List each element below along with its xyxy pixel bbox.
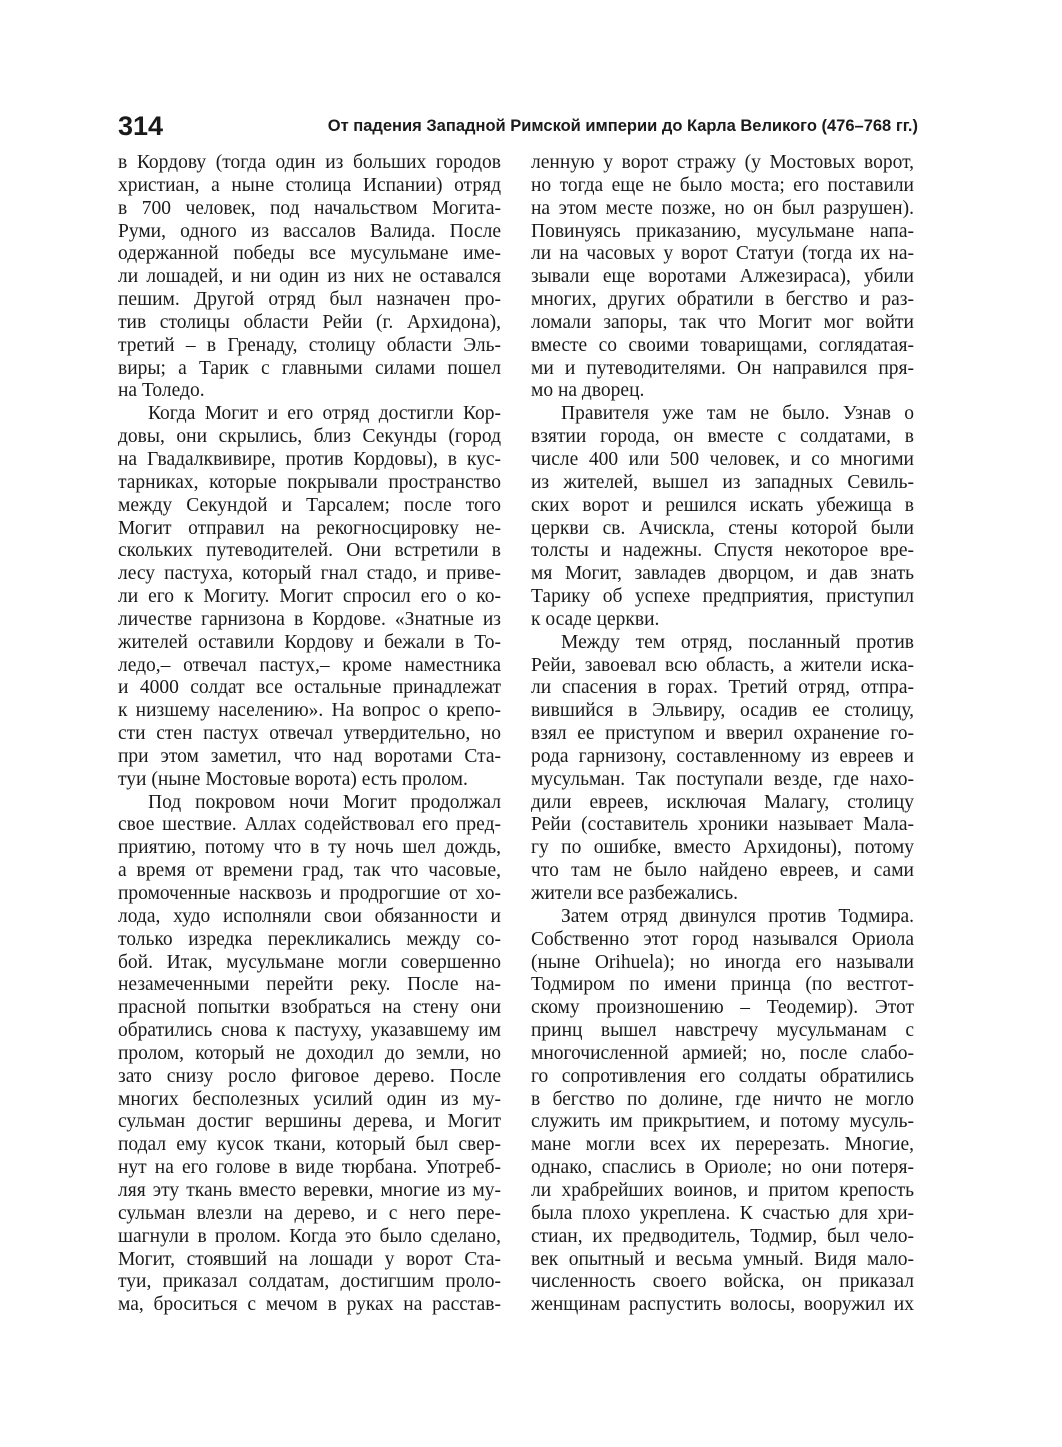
text-line: Когда Могит и его отряд достигли Кор- — [148, 403, 501, 425]
text-line: многочисленной армией; но, после слабо- — [531, 1042, 914, 1064]
text-line: служить им прикрытием, и потому мусуль- — [531, 1111, 914, 1133]
text-line: ских ворот и решился искать убежища в — [531, 494, 914, 516]
text-line: ли на часовых у ворот Статуи (тогда их на- — [531, 243, 914, 265]
text-line: вместе со своими товарищами, соглядатая- — [531, 334, 914, 356]
text-line: Правителя уже там не было. Узнав о — [561, 403, 914, 425]
text-line: что там не было найдено евреев, и сами — [531, 860, 914, 882]
text-line: взятии города, он вместе с солдатами, в — [531, 426, 914, 448]
text-line: пролом, который не доходил до земли, но — [118, 1042, 501, 1064]
text-line: ленную у ворот стражу (у Мостовых ворот, — [531, 152, 914, 173]
page-number: 314 — [118, 111, 164, 141]
text-line: стиан, их предводитель, Тодмир, был чело- — [531, 1225, 914, 1247]
text-line: принц вышел навстречу мусульманам с — [531, 1020, 914, 1042]
text-line: бой. Итак, мусульмане могли совершенно — [118, 951, 501, 973]
text-line: одержанной победы все мусульмане име- — [118, 243, 501, 265]
text-line: к низшему населению». На вопрос о крепо- — [118, 700, 501, 722]
text-line: Руми, одного из вассалов Валида. После — [118, 220, 501, 242]
text-line: женщинам распустить волосы, вооружил их — [531, 1294, 914, 1316]
text-line: прасной попытки взобраться на стену они — [118, 997, 501, 1019]
text-line: многих, других обратили в бегство и раз- — [531, 289, 914, 311]
text-line: в бегство по долине, где ничто не могло — [531, 1088, 914, 1110]
text-line: тив столицы области Рейи (г. Архидона), — [118, 311, 501, 333]
text-line: третий – в Гренаду, столицу области Эль- — [118, 334, 501, 356]
text-line: сульман достиг вершины дерева, и Могит — [118, 1111, 501, 1133]
text-line: численность своего войска, он приказал — [531, 1271, 914, 1293]
text-column-left — [118, 152, 501, 1317]
text-line: дили евреев, исключая Малагу, столицу — [531, 791, 914, 813]
text-line: в Кордову (тогда один из больших городов — [118, 152, 501, 173]
text-line: промоченные насквозь и продрогшие от хо- — [118, 883, 501, 904]
text-line: зато снизу росло фиговое дерево. После — [118, 1065, 501, 1087]
text-line: ледо,– отвечал пастух,– кроме наместника — [118, 654, 501, 676]
text-column-right — [531, 152, 914, 1317]
text-line: Тарику об успехе предприятия, приступил — [531, 586, 914, 608]
text-line: скому произношению – Теодемир). Этот — [531, 997, 914, 1019]
text-line: личестве гарнизона в Кордове. «Знатные из — [118, 608, 501, 630]
text-line: мо на дворец. — [531, 380, 645, 402]
text-line: туи (ныне Мостовые ворота) есть пролом. — [118, 768, 468, 790]
text-line: вившийся в Эльвиру, осадив ее столицу, — [531, 700, 914, 722]
text-line: ли храбрейших воинов, и притом крепость — [531, 1179, 914, 1201]
text-line: при этом заметил, что над воротами Ста- — [118, 745, 501, 767]
text-line: нут на его голове в виде тюрбана. Употреб- — [118, 1157, 501, 1179]
text-line: была плохо укреплена. К счастью для хри- — [531, 1202, 914, 1224]
text-line: го сопротивления его солдаты обратились — [531, 1065, 914, 1087]
text-line: Могит, стоявший на лошади у ворот Ста- — [118, 1248, 501, 1270]
text-line: лесу пастуха, который гнал стадо, и приве- — [118, 563, 501, 585]
text-line: лода, худо исполняли свои обязанности и — [118, 905, 501, 927]
text-line: церкви св. Ачискла, стены которой были — [531, 517, 914, 539]
text-line: взял ее приступом и вверил охранение го- — [531, 723, 914, 745]
text-line: тарниках, которые покрывали пространство — [118, 471, 501, 493]
text-line: но тогда еще не было моста; его поставили — [531, 174, 914, 196]
text-line: ли его к Могиту. Могит спросил его о ко- — [118, 586, 501, 608]
text-line: на Гвадалквивире, против Кордовы), в кус- — [118, 448, 501, 470]
text-line: мане могли всех их перерезать. Многие, — [531, 1134, 914, 1156]
text-line: на Толедо. — [118, 380, 205, 402]
text-line: скольких путеводителей. Они встретили в — [118, 540, 501, 562]
text-line: сти стен пастух отвечал утвердительно, но — [118, 723, 501, 745]
text-line: мя Могит, завладев дворцом, и дав знать — [531, 563, 914, 585]
text-line: а время от времени град, так что часовые, — [118, 860, 501, 882]
text-line: обратились снова к пастуху, указавшему им — [118, 1020, 501, 1042]
text-line: Могит отправил на рекогносцировку не- — [118, 517, 501, 539]
text-line: Собственно этот город назывался Ориола — [531, 928, 914, 950]
text-line: Рейи (составитель хроники называет Мала- — [531, 814, 914, 836]
text-line: виры; а Тарик с главными силами пошел — [118, 357, 501, 379]
text-line: шагнули в пролом. Когда это было сделано, — [118, 1225, 501, 1247]
text-line: довы, они скрылись, близ Секунды (город — [118, 426, 501, 448]
running-title: От падения Западной Римской империи до Карла Великого (476–768 гг.) — [327, 117, 918, 135]
text-line: числе 400 или 500 человек, и со многими — [531, 448, 914, 470]
text-line: к осаде церкви. — [531, 608, 660, 630]
text-line: в 700 человек, под начальством Могита- — [118, 197, 501, 219]
text-line: ломали запоры, так что Могит мог войти — [531, 311, 914, 333]
text-line: Между тем отряд, посланный против — [561, 631, 914, 653]
text-line: на этом месте позже, но он был разрушен). — [531, 197, 914, 219]
text-line: мусульман. Так поступали везде, где нахо- — [531, 768, 914, 790]
text-line: христиан, а ныне столица Испании) отряд — [118, 174, 501, 196]
text-line: туи, приказал солдатам, достигшим проло- — [118, 1271, 501, 1293]
text-line: сульман влезли на дерево, и с него пере- — [118, 1202, 501, 1224]
text-line: Рейи, завоевал всю область, а жители иска- — [531, 654, 914, 676]
text-line: Под покровом ночи Могит продолжал — [148, 791, 501, 813]
text-line: век опытный и весьма умный. Видя мало- — [531, 1248, 914, 1270]
text-line: ма, броситься с мечом в руках на расстав- — [118, 1294, 501, 1316]
text-line: (ныне Orihuela); но иногда его называли — [531, 951, 914, 973]
text-line: однако, спаслись в Ориоле; но они потеря- — [531, 1157, 914, 1179]
text-line: зывали еще воротами Алжезираса), убили — [531, 266, 914, 288]
text-line: пешим. Другой отряд был назначен про- — [118, 289, 501, 311]
text-line: ли лошадей, и ни один из них не оставался — [118, 266, 501, 288]
text-line: Затем отряд двинулся против Тодмира. — [561, 905, 914, 927]
text-line: Повинуясь приказанию, мусульмане напа- — [531, 220, 914, 242]
text-line: жителей оставили Кордову и бежали в То- — [118, 631, 501, 653]
text-line: ми и путеводителями. Он направился пря- — [531, 357, 914, 379]
text-line: жители все разбежались. — [531, 883, 738, 904]
text-line: подал ему кусок ткани, который был свер- — [118, 1134, 501, 1156]
text-line: гу по ошибке, вместо Архидоны), потому — [531, 837, 914, 859]
text-line: из жителей, вышел из западных Севиль- — [531, 471, 914, 493]
page-header — [118, 108, 918, 144]
text-line: и 4000 солдат все остальные принадлежат — [118, 677, 501, 699]
text-line: многих бесполезных усилий один из му- — [118, 1088, 501, 1110]
text-line: свое шествие. Аллах содействовал его пред- — [118, 814, 501, 836]
text-line: ляя эту ткань вместо веревки, многие из му- — [118, 1179, 501, 1201]
text-line: толсты и надежны. Спустя некоторое вре- — [531, 540, 914, 562]
text-line: только изредка перекликались между со- — [118, 928, 501, 950]
text-line: рода гарнизону, составленному из евреев и — [531, 745, 914, 767]
text-line: Тодмиром по имени принца (по вестгот- — [531, 974, 914, 996]
text-line: между Секундой и Тарсалем; после того — [118, 494, 501, 516]
text-line: приятию, потому что в ту ночь шел дождь, — [118, 837, 501, 859]
text-line: ли спасения в горах. Третий отряд, отпра- — [531, 677, 914, 699]
text-line: незамеченными перейти реку. После на- — [118, 974, 501, 996]
